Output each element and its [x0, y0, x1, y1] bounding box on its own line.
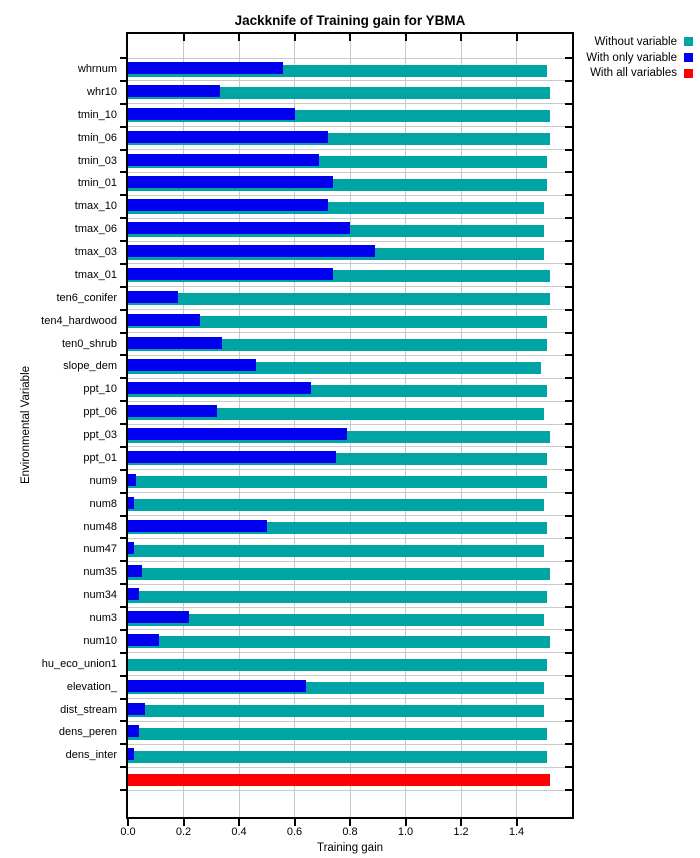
left-axis-tick	[120, 400, 128, 402]
bar-with-only-variable	[128, 405, 217, 417]
right-axis-tick	[565, 560, 572, 562]
grid-line-horizontal	[128, 355, 572, 356]
y-category-label: num9	[89, 474, 117, 487]
grid-line-horizontal	[128, 241, 572, 242]
y-category-label: whrnum	[77, 63, 117, 75]
grid-line-horizontal	[128, 309, 572, 310]
left-axis-tick	[120, 126, 128, 128]
left-axis-tick	[120, 583, 128, 585]
bar-without-variable	[128, 751, 547, 763]
grid-line-vertical	[405, 34, 406, 817]
bar-with-only-variable	[128, 131, 328, 143]
right-axis-tick	[565, 698, 572, 700]
left-axis-tick	[120, 492, 128, 494]
grid-line-horizontal	[128, 492, 572, 493]
bar-with-only-variable	[128, 428, 347, 440]
left-axis-tick	[120, 652, 128, 654]
bar-with-only-variable	[128, 359, 256, 371]
y-category-label: ten4_hardwood	[41, 314, 117, 327]
bar-without-variable	[128, 293, 550, 305]
y-category-label: ten0_shrub	[61, 337, 117, 350]
x-tick-label: 1.0	[397, 826, 414, 838]
grid-line-horizontal	[128, 172, 572, 173]
y-category-label: num35	[83, 566, 117, 579]
bar-with-only-variable	[128, 611, 189, 623]
left-axis-tick	[120, 354, 128, 356]
left-axis-tick	[120, 675, 128, 677]
bar-without-variable	[128, 636, 550, 648]
grid-line-horizontal	[128, 652, 572, 653]
y-category-label: slope_dem	[63, 360, 117, 373]
top-axis-tick	[349, 34, 351, 41]
y-category-label: whr10	[87, 85, 117, 98]
bar-with-only-variable	[128, 703, 145, 715]
right-axis-tick	[565, 606, 572, 608]
legend-swatch-with-only-variable	[684, 53, 693, 62]
left-axis-tick	[120, 332, 128, 334]
bar-with-only-variable	[128, 222, 350, 234]
right-axis-tick	[565, 103, 572, 105]
bar-with-only-variable	[128, 451, 336, 463]
bar-with-only-variable	[128, 520, 267, 532]
left-axis-tick	[120, 263, 128, 265]
right-axis-tick	[565, 377, 572, 379]
legend-swatch-with-all-variables	[684, 69, 693, 78]
y-category-label: tmax_10	[74, 200, 117, 213]
right-axis-tick	[565, 400, 572, 402]
bar-without-variable	[128, 545, 544, 557]
left-axis-tick	[120, 469, 128, 471]
grid-line-horizontal	[128, 103, 572, 104]
right-axis-tick	[565, 354, 572, 356]
x-tick-label: 0.4	[231, 826, 247, 838]
grid-line-horizontal	[128, 332, 572, 333]
right-axis-tick	[565, 492, 572, 494]
y-category-label: elevation_	[66, 680, 117, 693]
grid-line-horizontal	[128, 561, 572, 562]
grid-line-vertical	[516, 34, 517, 817]
bar-without-variable	[128, 591, 547, 603]
bar-without-variable	[128, 614, 544, 626]
legend-swatch-without-variable	[684, 37, 693, 46]
y-category-label: ppt_10	[83, 383, 117, 396]
x-tick-label: 0.8	[342, 826, 358, 838]
grid-line-horizontal	[128, 149, 572, 150]
y-category-label: num8	[89, 497, 117, 510]
bar-with-only-variable	[128, 565, 142, 577]
bar-without-variable	[128, 476, 547, 488]
left-axis-tick	[120, 309, 128, 311]
right-axis-tick	[565, 469, 572, 471]
right-axis-tick	[565, 515, 572, 517]
right-axis-tick	[565, 149, 572, 151]
y-category-label: tmin_10	[77, 108, 117, 121]
y-category-label: ten6_conifer	[56, 291, 117, 304]
grid-line-horizontal	[128, 80, 572, 81]
y-axis-title: Environmental Variable	[20, 365, 32, 485]
grid-line-vertical	[183, 34, 184, 817]
top-axis-tick	[460, 34, 462, 41]
bar-with-only-variable	[128, 474, 136, 486]
grid-line-horizontal	[128, 515, 572, 516]
y-category-label: num34	[83, 589, 117, 602]
right-axis-tick	[565, 675, 572, 677]
bar-without-variable	[128, 568, 550, 580]
left-axis-tick	[120, 194, 128, 196]
top-axis-tick	[183, 34, 185, 41]
right-axis-tick	[565, 240, 572, 242]
right-axis-tick	[565, 57, 572, 59]
grid-line-horizontal	[128, 263, 572, 264]
right-axis-tick	[565, 171, 572, 173]
grid-line-horizontal	[128, 401, 572, 402]
left-axis-tick	[120, 149, 128, 151]
y-category-label: tmax_03	[74, 246, 117, 258]
left-axis-tick	[120, 698, 128, 700]
x-tick-label: 1.4	[508, 826, 525, 838]
left-axis-tick	[120, 446, 128, 448]
grid-line-horizontal	[128, 446, 572, 447]
legend-label-with-all-variables: With all variables	[590, 67, 677, 80]
bar-with-only-variable	[128, 268, 333, 280]
grid-line-horizontal	[128, 126, 572, 127]
y-category-label: tmin_01	[77, 177, 117, 190]
x-tick-label: 0.2	[175, 826, 192, 838]
plot-area	[126, 32, 574, 819]
y-category-label: tmax_01	[74, 268, 117, 281]
right-axis-tick	[565, 446, 572, 448]
y-category-label: num10	[83, 634, 117, 647]
x-tick-label: 1.2	[453, 826, 469, 838]
bar-with-only-variable	[128, 245, 375, 257]
grid-line-horizontal	[128, 424, 572, 425]
right-axis-tick	[565, 217, 572, 219]
grid-line-horizontal	[128, 607, 572, 608]
grid-line-horizontal	[128, 721, 572, 722]
bar-with-only-variable	[128, 108, 295, 120]
y-category-label: ppt_03	[83, 429, 117, 441]
bar-without-variable	[128, 728, 547, 740]
y-category-label: dist_stream	[60, 703, 117, 716]
right-axis-tick	[565, 720, 572, 722]
left-axis-tick	[120, 377, 128, 379]
right-axis-tick	[565, 309, 572, 311]
right-axis-tick	[565, 263, 572, 265]
top-axis-tick	[294, 34, 296, 41]
legend-item-without-variable	[586, 34, 693, 50]
y-category-label: dens_peren	[58, 726, 117, 739]
left-axis-tick	[120, 515, 128, 517]
grid-line-horizontal	[128, 675, 572, 676]
grid-line-horizontal	[128, 584, 572, 585]
grid-line-horizontal	[128, 378, 572, 379]
right-axis-tick	[565, 629, 572, 631]
left-axis-tick	[120, 57, 128, 59]
left-axis-tick	[120, 560, 128, 562]
left-axis-tick	[120, 240, 128, 242]
left-axis-tick	[120, 766, 128, 768]
bar-with-only-variable	[128, 382, 311, 394]
bar-with-only-variable	[128, 725, 139, 737]
y-category-label: tmin_03	[77, 154, 117, 167]
bar-with-only-variable	[128, 154, 319, 166]
grid-line-horizontal	[128, 469, 572, 470]
y-category-label: num48	[83, 520, 117, 533]
left-axis-tick	[120, 171, 128, 173]
left-axis-tick	[120, 80, 128, 82]
legend-item-with-only-variable	[586, 50, 693, 66]
grid-line-horizontal	[128, 744, 572, 745]
grid-line-horizontal	[128, 790, 572, 791]
right-axis-tick	[565, 652, 572, 654]
left-axis-tick	[120, 789, 128, 791]
top-axis-tick	[238, 34, 240, 41]
bar-with-only-variable	[128, 176, 333, 188]
bar-with-only-variable	[128, 748, 134, 760]
y-category-label: num47	[83, 543, 117, 556]
bar-with-only-variable	[128, 634, 159, 646]
bar-with-only-variable	[128, 337, 222, 349]
grid-line-horizontal	[128, 286, 572, 287]
right-axis-tick	[565, 789, 572, 791]
bar-with-only-variable	[128, 542, 134, 554]
bar-without-variable	[128, 705, 544, 717]
grid-line-horizontal	[128, 698, 572, 699]
y-category-label: dens_inter	[65, 749, 117, 762]
grid-line-vertical	[294, 34, 295, 817]
right-axis-tick	[565, 423, 572, 425]
bar-with-only-variable	[128, 291, 178, 303]
grid-line-vertical	[239, 34, 240, 817]
left-axis-tick	[120, 606, 128, 608]
bar-without-variable	[128, 499, 544, 511]
grid-line-horizontal	[128, 218, 572, 219]
y-category-label: tmax_06	[74, 223, 117, 236]
bar-with-only-variable	[128, 62, 283, 74]
bar-with-only-variable	[128, 85, 220, 97]
right-axis-tick	[565, 766, 572, 768]
legend-item-with-all-variables	[586, 66, 693, 82]
bar-with-all-variables	[128, 774, 550, 786]
left-axis-tick	[120, 720, 128, 722]
left-axis-tick	[120, 103, 128, 105]
legend	[586, 34, 693, 81]
right-axis-tick	[565, 194, 572, 196]
left-axis-tick	[120, 423, 128, 425]
left-axis-tick	[120, 629, 128, 631]
grid-line-horizontal	[128, 629, 572, 630]
right-axis-tick	[565, 743, 572, 745]
grid-line-horizontal	[128, 58, 572, 59]
grid-line-horizontal	[128, 767, 572, 768]
left-axis-tick	[120, 217, 128, 219]
left-axis-tick	[120, 743, 128, 745]
bar-with-only-variable	[128, 497, 134, 509]
legend-label-without-variable: Without variable	[594, 35, 677, 48]
bar-with-only-variable	[128, 314, 200, 326]
right-axis-tick	[565, 537, 572, 539]
right-axis-tick	[565, 126, 572, 128]
bar-with-only-variable	[128, 199, 328, 211]
right-axis-tick	[565, 332, 572, 334]
bar-without-variable	[128, 659, 547, 671]
left-axis-tick	[120, 537, 128, 539]
chart-title: Jackknife of Training gain for YBMA	[234, 13, 466, 28]
bar-with-only-variable	[128, 680, 306, 692]
y-category-label: num3	[89, 612, 117, 624]
x-tick-label: 0.6	[286, 826, 303, 838]
top-axis-tick	[405, 34, 407, 41]
x-axis-title: Training gain	[316, 842, 384, 854]
grid-line-horizontal	[128, 538, 572, 539]
y-category-label: ppt_06	[83, 406, 117, 419]
grid-line-vertical	[461, 34, 462, 817]
left-axis-tick	[120, 286, 128, 288]
x-tick-label: 0.0	[120, 826, 136, 838]
right-axis-tick	[565, 80, 572, 82]
bar-with-only-variable	[128, 588, 139, 600]
legend-label-with-only-variable: With only variable	[586, 51, 677, 64]
right-axis-tick	[565, 583, 572, 585]
grid-line-vertical	[350, 34, 351, 817]
y-category-label: tmin_06	[77, 131, 117, 144]
right-axis-tick	[565, 286, 572, 288]
y-category-label: hu_eco_union1	[41, 657, 117, 670]
top-axis-tick	[516, 34, 518, 41]
grid-line-horizontal	[128, 195, 572, 196]
y-category-label: ppt_01	[83, 451, 117, 464]
